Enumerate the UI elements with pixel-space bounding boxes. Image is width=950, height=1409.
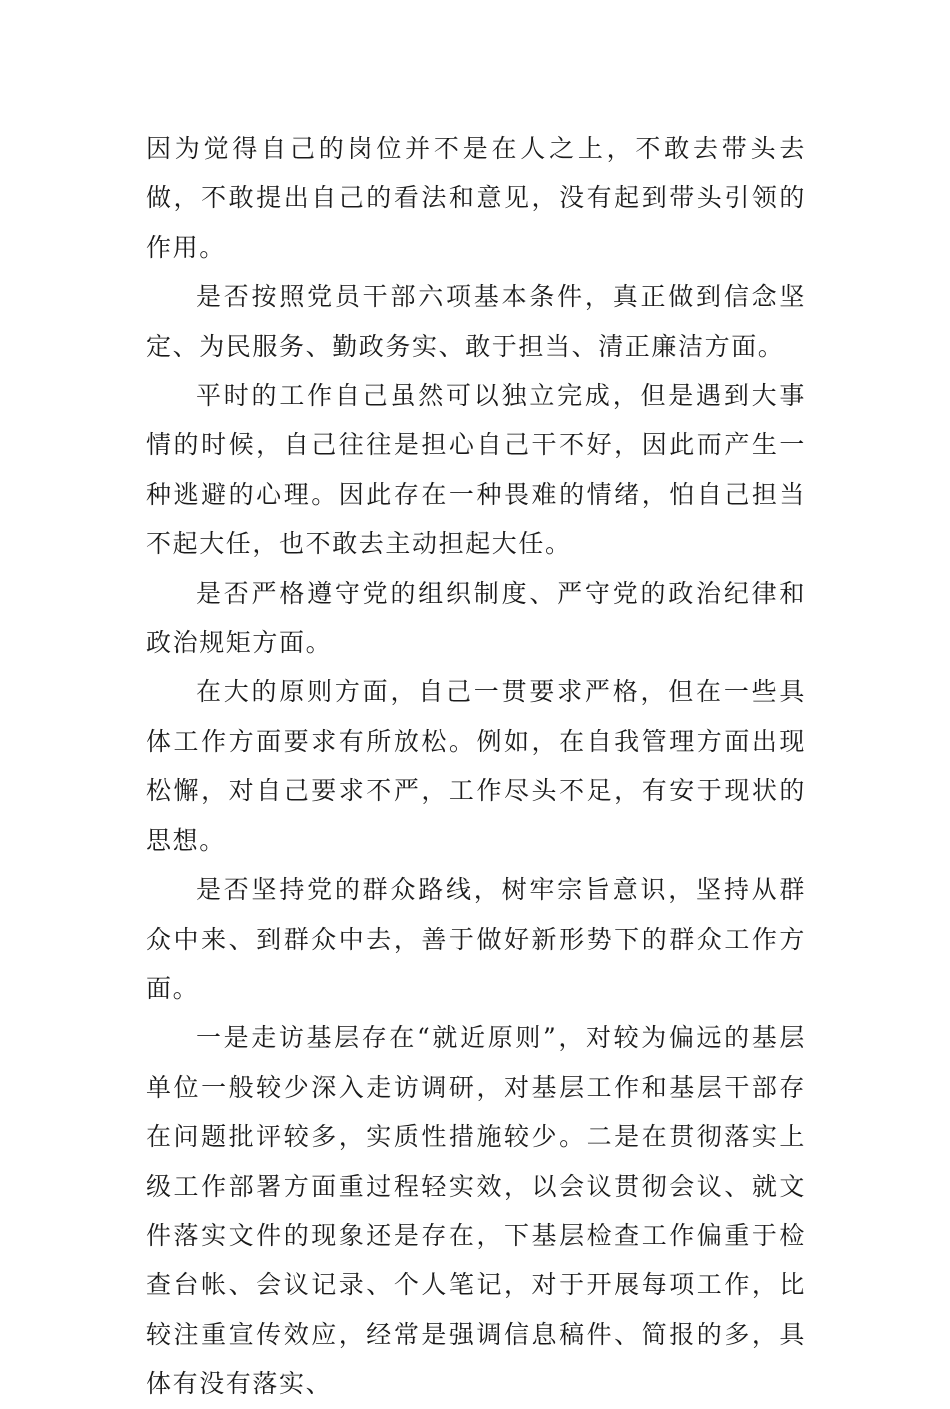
paragraph-7: 一是走访基层存在“就近原则”，对较为偏远的基层单位一般较少深入走访调研，对基层工作和基层干部存在问题批评较多，实质性措施较少。二是在贯彻落实上级工作部署方面重过程轻实效，以会议贯彻会议、就文件落实文件的现象还是存在，下基层检查工作偏重于检查台帐、会议记录、个人笔记，对于开展每项工作，比较注重宣传效应，经常是强调信息稿件、简报的多，具体有没有落实、 [146, 1023, 806, 1399]
paragraph-1: 因为觉得自己的岗位并不是在人之上，不敢去带头去做，不敢提出自己的看法和意见，没有起到带头引领的作用。 [146, 134, 806, 262]
paragraph-2: 是否按照党员干部六项基本条件，真正做到信念坚定、为民服务、勤政务实、敢于担当、清正廉洁方面。 [146, 282, 806, 361]
paragraph-6: 是否坚持党的群众路线，树牢宗旨意识，坚持从群众中来、到群众中去，善于做好新形势下的群众工作方面。 [146, 875, 806, 1003]
paragraph-4: 是否严格遵守党的组织制度、严守党的政治纪律和政治规矩方面。 [146, 578, 806, 658]
paragraph-3: 平时的工作自己虽然可以独立完成，但是遇到大事情的时候，自己往往是担心自己干不好，因此而产生一种逃避的心理。因此存在一种畏难的情绪，怕自己担当不起大任，也不敢去主动担起大任。 [146, 381, 806, 559]
paragraph-5: 在大的原则方面，自己一贯要求严格，但在一些具体工作方面要求有所放松。例如，在自我管理方面出现松懈，对自己要求不严，工作尽头不足，有安于现状的思想。 [146, 677, 806, 855]
document-body [146, 124, 806, 1409]
